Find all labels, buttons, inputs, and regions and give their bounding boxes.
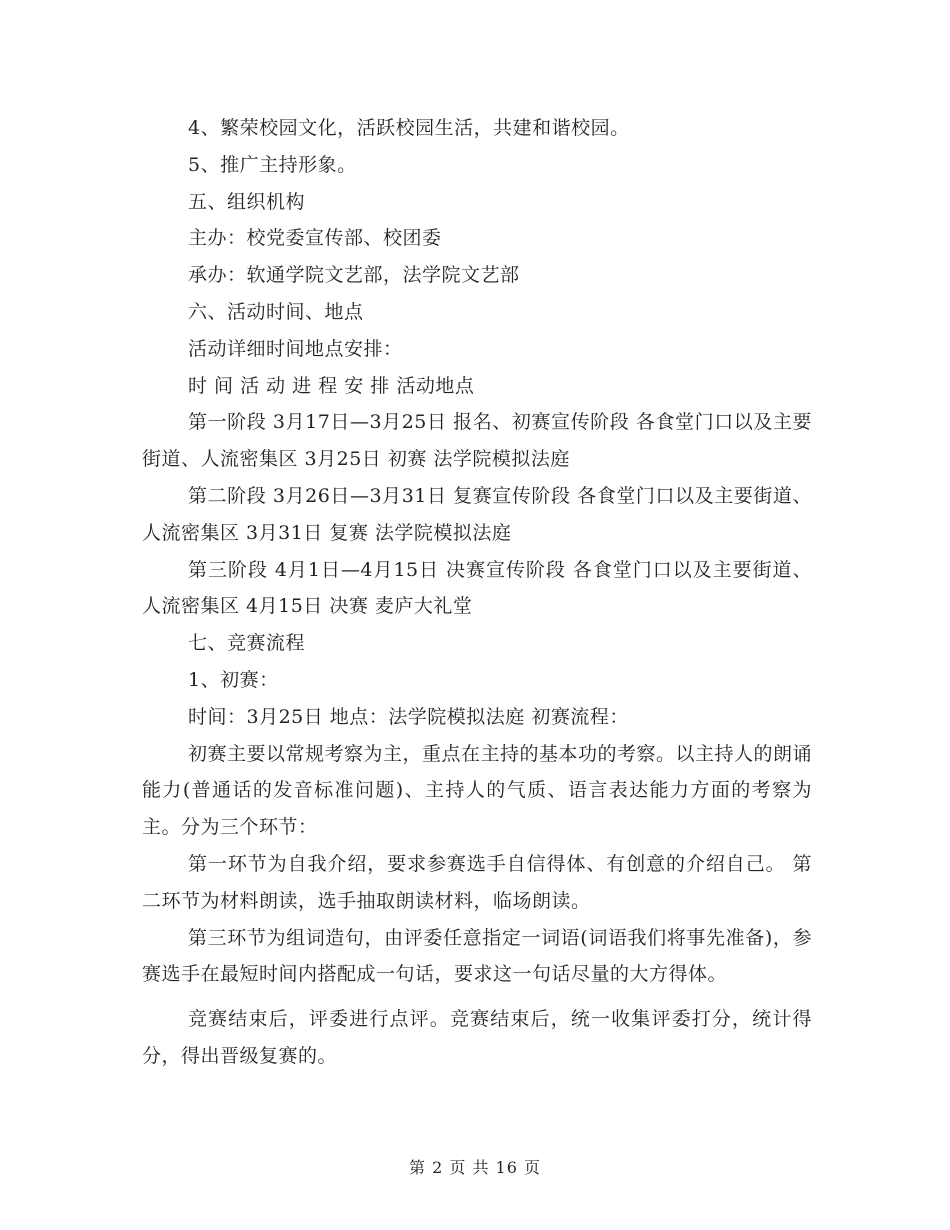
paragraph-host: 主办：校党委宣传部、校团委 <box>188 227 442 250</box>
page-number-footer: 第 2 页 共 16 页 <box>409 1158 541 1177</box>
paragraph-preliminary-desc: 初赛主要以常规考察为主，重点在主持的基本功的考察。以主持人的朗诵能力(普通话的发音标准问题)、主持人的气质、语言表达能力方面的考察为主。分为三个环节： <box>142 742 813 839</box>
heading-organization: 五、组织机构 <box>188 190 306 213</box>
document-body <box>142 110 812 1075</box>
paragraph-schedule-header: 时 间 活 动 进 程 安 排 活动地点 <box>188 374 475 397</box>
paragraph-preliminary-time: 时间：3月25日 地点：法学院模拟法庭 初赛流程： <box>188 705 629 728</box>
paragraph-after-competition: 竞赛结束后，评委进行点评。竞赛结束后，统一收集评委打分，统计得分，得出晋级复赛的。 <box>142 1008 812 1067</box>
paragraph-goal-4: 4、繁荣校园文化，活跃校园生活，共建和谐校园。 <box>188 117 630 139</box>
paragraph-schedule-intro: 活动详细时间地点安排： <box>188 337 403 360</box>
heading-competition-flow: 七、竞赛流程 <box>188 632 306 655</box>
paragraph-organizer: 承办：软通学院文艺部，法学院文艺部 <box>188 264 520 287</box>
paragraph-segment-1-2: 第一环节为自我介绍，要求参赛选手自信得体、有创意的介绍自己。 第二环节为材料朗读，选手抽取朗读材料，临场朗读。 <box>142 852 812 912</box>
paragraph-segment-3: 第三环节为组词造句，由评委任意指定一词语(词语我们将事先准备)，参赛选手在最短时间内搭配成一句话，要求这一句话尽量的大方得体。 <box>142 926 812 986</box>
paragraph-goal-5: 5、推广主持形象。 <box>188 153 357 176</box>
heading-preliminary: 1、初赛： <box>188 668 279 691</box>
paragraph-stage-1: 第一阶段 3月17日—3月25日 报名、初赛宣传阶段 各食堂门口以及主要街道、人流密集区 3月25日 初赛 法学院模拟法庭 <box>142 411 812 471</box>
heading-time-place: 六、活动时间、地点 <box>188 300 364 323</box>
paragraph-stage-3: 第三阶段 4月1日—4月15日 决赛宣传阶段 各食堂门口以及主要街道、人流密集区 4月15日 决赛 麦庐大礼堂 <box>142 558 812 618</box>
paragraph-stage-2: 第二阶段 3月26日—3月31日 复赛宣传阶段 各食堂门口以及主要街道、人流密集区 3月31日 复赛 法学院模拟法庭 <box>142 484 812 544</box>
